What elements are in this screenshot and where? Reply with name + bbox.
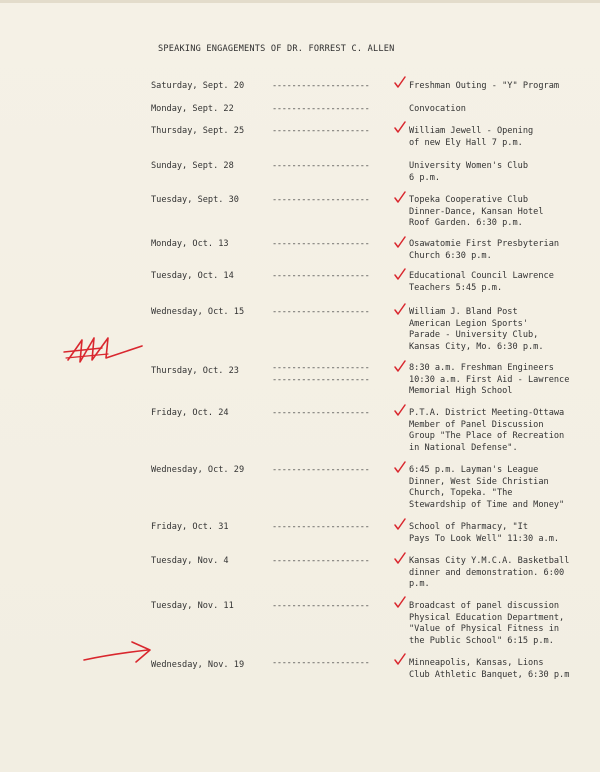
engagement-description: William J. Bland Post American Legion Sports' Parade - University Club, Kansas City, Mo. 6:30 p.m. <box>409 307 544 352</box>
dash-leader: -------------------- <box>272 408 370 418</box>
dash-leader: -------------------- <box>272 363 370 373</box>
engagement-date: Saturday, Sept. 20 <box>151 81 245 91</box>
dash-leader: -------------------- <box>272 658 370 668</box>
engagement-description: University Women's Club 6 p.m. <box>409 161 528 183</box>
engagement-date: Tuesday, Oct. 14 <box>151 271 234 281</box>
engagement-description: P.T.A. District Meeting-Ottawa Member of Panel Discussion Group "The Place of Recreation in National Defense". <box>409 408 565 453</box>
engagement-description: Broadcast of panel discussion Physical Education Department, "Value of Physical Fitness in the Public School" 6:15 p.m. <box>409 601 565 646</box>
dash-leader: -------------------- <box>272 307 370 317</box>
dash-leader: -------------------- <box>272 556 370 566</box>
engagement-date: Thursday, Sept. 25 <box>151 126 245 136</box>
engagement-date: Monday, Oct. 13 <box>151 239 229 249</box>
engagement-date: Friday, Oct. 31 <box>151 522 229 532</box>
engagement-description: School of Pharmacy, "It Pays To Look Well" 11:30 a.m. <box>409 522 560 544</box>
dash-leader: -------------------- <box>272 81 370 91</box>
engagement-date: Tuesday, Nov. 11 <box>151 601 234 611</box>
engagement-description: 6:45 p.m. Layman's League Dinner, West Side Christian Church, Topeka. "The Stewardship of Time and Money" <box>409 465 565 510</box>
check-mark-icon <box>393 267 407 281</box>
engagement-date: Thursday, Oct. 23 <box>151 366 239 376</box>
check-mark-icon <box>393 359 407 373</box>
dash-leader: -------------------- <box>272 239 370 249</box>
dash-leader: -------------------- <box>272 601 370 611</box>
engagement-description: Freshman Outing - "Y" Program <box>409 81 560 91</box>
engagement-description: Topeka Cooperative Club Dinner-Dance, Kansan Hotel Roof Garden. 6:30 p.m. <box>409 195 544 228</box>
check-mark-icon <box>393 652 407 666</box>
engagement-date: Tuesday, Nov. 4 <box>151 556 229 566</box>
engagement-description: Convocation <box>409 104 466 114</box>
check-mark-icon <box>393 235 407 249</box>
engagement-date: Sunday, Sept. 28 <box>151 161 234 171</box>
check-mark-icon <box>393 595 407 609</box>
document-title: SPEAKING ENGAGEMENTS OF DR. FORREST C. ALLEN <box>158 44 395 54</box>
scribble-mark-icon <box>62 332 148 366</box>
engagement-date: Tuesday, Sept. 30 <box>151 195 239 205</box>
dash-leader: -------------------- <box>272 126 370 136</box>
engagement-description: Minneapolis, Kansas, Lions Club Athletic Banquet, 6:30 p.m <box>409 658 570 680</box>
dash-leader: -------------------- <box>272 161 370 171</box>
engagement-date: Wednesday, Oct. 15 <box>151 307 245 317</box>
dash-leader: -------------------- <box>272 375 370 385</box>
dash-leader: -------------------- <box>272 271 370 281</box>
check-mark-icon <box>393 551 407 565</box>
engagement-description: William Jewell - Opening of new Ely Hall 7 p.m. <box>409 126 534 148</box>
engagement-date: Wednesday, Nov. 19 <box>151 660 245 670</box>
engagement-date: Friday, Oct. 24 <box>151 408 229 418</box>
engagement-date: Wednesday, Oct. 29 <box>151 465 245 475</box>
check-mark-icon <box>393 190 407 204</box>
check-mark-icon <box>393 302 407 316</box>
engagement-description: 8:30 a.m. Freshman Engineers 10:30 a.m. First Aid - Lawrence Memorial High School <box>409 363 570 396</box>
check-mark-icon <box>393 403 407 417</box>
dash-leader: -------------------- <box>272 465 370 475</box>
page-edge <box>0 0 600 3</box>
dash-leader: -------------------- <box>272 104 370 114</box>
engagement-description: Osawatomie First Presbyterian Church 6:30 p.m. <box>409 239 560 261</box>
dash-leader: -------------------- <box>272 522 370 532</box>
check-mark-icon <box>393 517 407 531</box>
engagement-description: Kansas City Y.M.C.A. Basketball dinner and demonstration. 6:00 p.m. <box>409 556 570 589</box>
engagement-description: Educational Council Lawrence Teachers 5:45 p.m. <box>409 271 554 293</box>
arrow-mark-icon <box>82 640 154 666</box>
check-mark-icon <box>393 460 407 474</box>
check-mark-icon <box>393 75 407 89</box>
engagement-date: Monday, Sept. 22 <box>151 104 234 114</box>
dash-leader: -------------------- <box>272 195 370 205</box>
check-mark-icon <box>393 120 407 134</box>
